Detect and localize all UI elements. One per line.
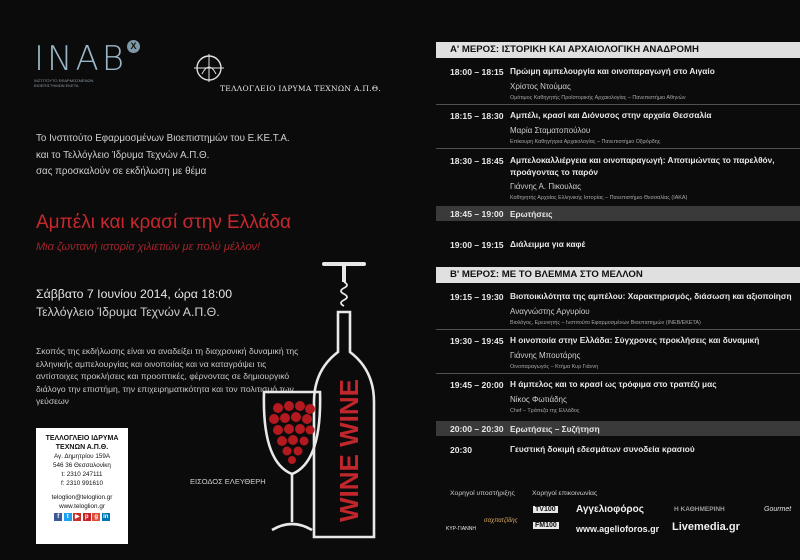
invitation-text — [36, 131, 336, 181]
program-time: 18:15 – 18:30 — [450, 111, 504, 121]
program-time: 18:00 – 18:15 — [450, 67, 504, 77]
program-talk: Αμπελοκαλλιέργεια και οινοπαραγωγή: Αποτιμώντας το παρελθόν, προάγοντας το παρόν — [510, 155, 775, 177]
media-gourmet-logo: Gourmet — [764, 506, 792, 513]
program-affiliation: Βιολόγος, Ερευνητής – Ινστιτούτο Εφαρμοσμένων Βιοεπιστημών (ΙΝΕΒ/ΕΚΕΤΑ) — [510, 320, 701, 326]
contact-title: ΤΕΛΛΟΓΛΕΙΟ ΙΔΡΥΜΑ — [45, 435, 119, 442]
program-talk: Η οινοποιία στην Ελλάδα: Σύγχρονες προκλήσεις και δυναμική — [510, 335, 760, 345]
contact-title: ΤΕΧΝΩΝ Α.Π.Θ. — [55, 444, 109, 451]
contact-website[interactable]: www.teloglion.gr — [59, 503, 105, 510]
pinterest-icon[interactable]: p — [83, 513, 91, 521]
googleplus-icon[interactable]: g — [92, 513, 100, 521]
program-part-b-header: Β' ΜΕΡΟΣ: ΜΕ ΤΟ ΒΛΕΜΜΑ ΣΤΟ ΜΕΛΛΟΝ — [436, 267, 800, 283]
program-speaker: Χρίστος Ντούμας — [510, 82, 571, 91]
program-speaker: Γιάννης Α. Πικουλας — [510, 182, 581, 191]
contact-address: 546 36 Θεσσαλονίκη — [53, 462, 111, 469]
program-part-a-header: Α' ΜΕΡΟΣ: ΙΣΤΟΡΙΚΗ ΚΑΙ ΑΡΧΑΙΟΛΟΓΙΚΗ ΑΝΑΔΡΟΜΗ — [436, 42, 800, 58]
media-agelioforos-logo: Αγγελιοφόρος — [576, 504, 644, 515]
program-time: 19:00 – 19:15 — [450, 240, 504, 250]
twitter-icon[interactable]: t — [64, 513, 72, 521]
media-livemedia-logo[interactable]: Livemedia.gr — [672, 521, 740, 533]
program-speaker: Μαρία Σταματοπούλου — [510, 126, 591, 135]
contact-card — [36, 428, 128, 544]
media-kathimerini-logo: Η ΚΑΘΗΜΕΡΙΝΗ — [674, 506, 725, 513]
free-entry-label: ΕΙΣΟΔΟΣ ΕΛΕΥΘΕΡΗ — [190, 477, 266, 486]
event-title: Αμπέλι και κρασί στην Ελλάδα — [36, 212, 291, 233]
discussion-band — [436, 421, 800, 436]
program-speaker: Αναγνώστης Αργυρίου — [510, 307, 590, 316]
program-talk: Γευστική δοκιμή εδεσμάτων συνοδεία κρασιού — [510, 444, 695, 454]
program-time: 19:30 – 19:45 — [450, 336, 504, 346]
program-affiliation: Καθηγητής Αρχαίας Ελληνικής Ιστορίας – Πανεπιστήμιο Θεσσαλίας (ΙΑΚΑ) — [510, 195, 688, 201]
program-affiliation: Επίκουρη Καθηγήτρια Αρχαιολογίας – Πανεπιστήμιο Οξφόρδης — [510, 139, 661, 145]
sponsor-kyr-gianni: ΚΥΡ-ΓΙΑΝΝΗ — [446, 526, 476, 532]
event-subtitle: Μια ζωντανή ιστορία χιλιετιών με πολύ μέλλον! — [36, 241, 261, 253]
corkscrew-icon — [324, 262, 364, 306]
divider — [436, 329, 800, 330]
teloglion-emblem-icon — [192, 52, 232, 86]
program — [436, 40, 800, 490]
facebook-icon[interactable]: f — [54, 513, 62, 521]
teloglion-logo — [192, 52, 382, 98]
media-tv100-logo: TV100 — [535, 506, 556, 513]
bottle-text: WINE WINE — [334, 379, 364, 522]
program-speaker: Νίκος Φωτιάδης — [510, 395, 567, 404]
sponsors — [436, 488, 800, 558]
contact-address: Αγ. Δημητρίου 159Α — [53, 453, 111, 460]
media-fm100-logo: FM100 — [535, 522, 557, 529]
divider — [436, 373, 800, 374]
event-purpose: Σκοπός της εκδήλωσης είναι να αναδείξει τη διαχρονική δυναμική της ελληνικής αμπελουργίας και οινοποιίας και να καταγράψει τις αντίστοιχες προκλήσεις και προοπτικές, φέρνοντας σε δημιουργικό διάλογο την επιστήμη, την επιχειρηματικότητα και τον πολιτισμό των γεύσεων — [36, 346, 299, 407]
program-talk: Βιοποικιλότητα της αμπέλου: Χαρακτηρισμός, διάσωση και αξιοποίηση — [510, 291, 792, 301]
media-agelioforos-url[interactable]: www.agelioforos.gr — [576, 524, 660, 534]
divider — [436, 148, 800, 149]
program-affiliation: Ομότιμος Καθηγητής Προϊστορικής Αρχαιολογίας – Πανεπιστήμιο Αθηνών — [510, 95, 686, 101]
program-talk: Ερωτήσεις – Συζήτηση — [510, 424, 600, 434]
teloglion-logo-name: ΤΕΛΛΟΓΛΕΙΟ ΙΔΡΥΜΑ ΤΕΧΝΩΝ Α.Π.Θ. — [220, 84, 382, 93]
linkedin-icon[interactable]: in — [103, 514, 109, 520]
event-date: Σάββατο 7 Ιουνίου 2014, ώρα 18:00 — [36, 287, 233, 301]
program-time: 20:30 — [450, 445, 472, 455]
sponsor-sachpatzidis: σαχπατζίδης — [484, 518, 518, 524]
program-time: 20:00 – 20:30 — [450, 424, 504, 434]
program-talk: Διάλειμμα για καφέ — [510, 239, 586, 249]
grapes-icon — [269, 401, 315, 464]
program-talk: Πρώιμη αμπελουργία και οινοπαραγωγή στο Αιγαίο — [510, 66, 715, 76]
inab-logo — [34, 39, 137, 90]
inab-logo-x-badge: X — [127, 40, 140, 53]
supporters-label: Χορηγοί υποστήριξης — [450, 490, 515, 497]
contact-phone: t: 2310 247111 — [61, 471, 103, 478]
invitation-line: και το Τελλόγλειο Ίδρυμα Τεχνών Α.Π.Θ. — [36, 149, 210, 161]
questions-band — [436, 206, 800, 221]
social-icons — [40, 513, 124, 521]
invitation-line: Το Ινστιτούτο Εφαρμοσμένων Βιοεπιστημών του Ε.ΚΕ.Τ.Α. — [36, 133, 290, 144]
event-venue: Τελλόγλειο Ίδρυμα Τεχνών Α.Π.Θ. — [36, 305, 220, 319]
contact-email[interactable]: teloglion@teloglion.gr — [51, 494, 113, 501]
inab-logo-caption: ΙΝΣΤΙΤΟΥΤΟ ΕΦΑΡΜΟΣΜΕΝΩΝ ΒΙΟΕΠΙΣΤΗΜΩΝ ΕΚΕΤΑ — [34, 78, 94, 88]
inab-logo-mark: INAB — [34, 39, 127, 79]
program-talk: Η άμπελος και το κρασί ως τρόφιμα στο τραπέζι μας — [510, 379, 717, 389]
media-sponsors-label: Χορηγοί επικοινωνίας — [532, 490, 598, 497]
program-talk: Ερωτήσεις — [510, 209, 553, 219]
contact-fax: f: 2310 991610 — [60, 480, 104, 487]
program-speaker: Γιάννης Μπουτάρης — [510, 351, 581, 360]
wine-graphic — [262, 252, 402, 542]
program-talk: Αμπέλι, κρασί και Διόνυσος στην αρχαία Θεσσαλία — [510, 110, 712, 120]
program-time: 19:15 – 19:30 — [450, 292, 504, 302]
divider — [436, 104, 800, 105]
program-time: 18:45 – 19:00 — [450, 209, 504, 219]
invitation-line: σας προσκαλούν σε εκδήλωση με θέμα — [36, 166, 207, 177]
program-time: 18:30 – 18:45 — [450, 156, 504, 166]
program-affiliation: Οινοπαραγωγός – Κτήμα Κυρ Γιάννη — [510, 364, 599, 370]
program-affiliation: Chef – Τράπεζα της Ελλάδος — [510, 408, 580, 414]
youtube-icon[interactable]: ▶ — [74, 514, 80, 520]
wine-glass-icon — [264, 392, 320, 530]
program-time: 19:45 – 20:00 — [450, 380, 504, 390]
